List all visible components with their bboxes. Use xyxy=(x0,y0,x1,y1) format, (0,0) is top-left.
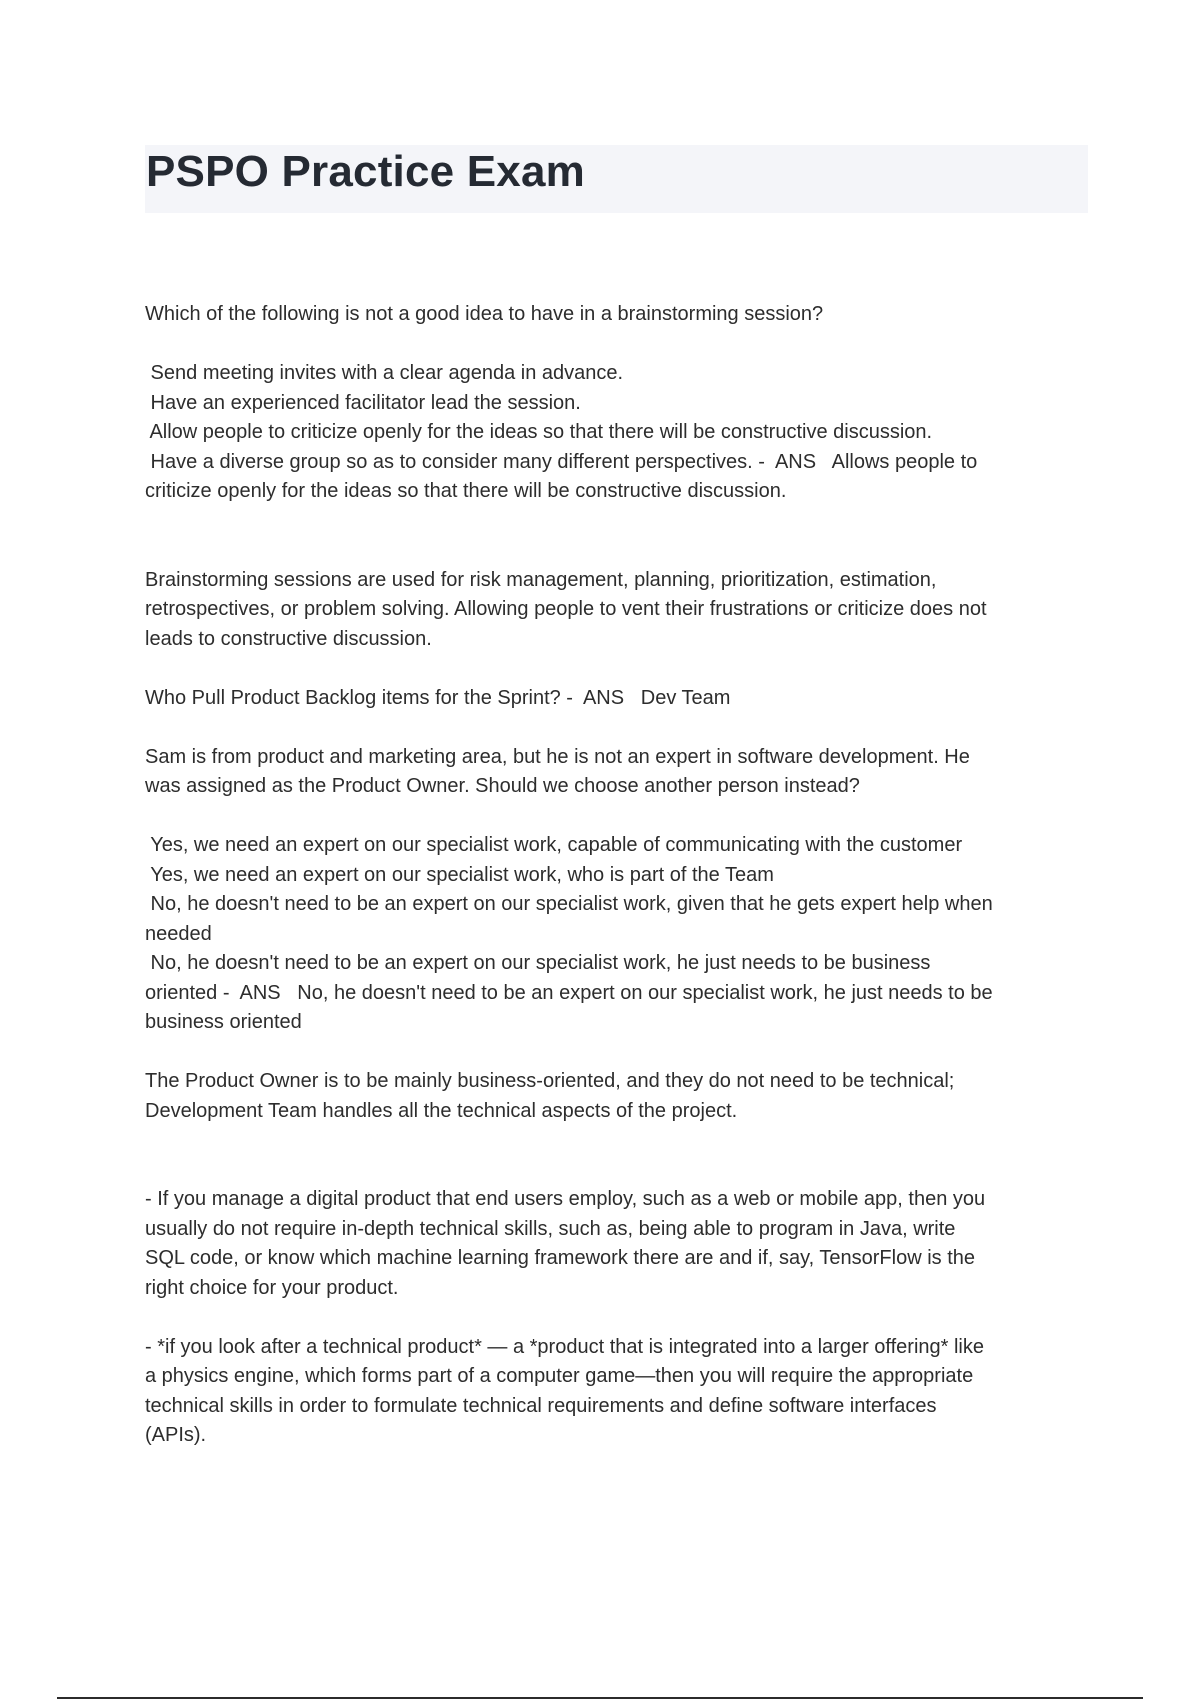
q1-explanation-line: leads to constructive discussion. xyxy=(145,627,432,650)
q3-note-line: right choice for your product. xyxy=(145,1276,399,1299)
q3-explanation-line: The Product Owner is to be mainly business-oriented, and they do not need to be technical; xyxy=(145,1070,955,1092)
q3-options xyxy=(145,831,1095,1038)
q3-answer-line: oriented - ANS No, he doesn't need to be an expert on our specialist work, he just needs to be xyxy=(145,981,993,1004)
page-bottom-rule xyxy=(57,1697,1143,1699)
q1-option-line: Allow people to criticize openly for the ideas so that there will be constructive discussion. xyxy=(145,421,933,443)
q3-option-line: No, he doesn't need to be an expert on our specialist work, given that he gets expert help when xyxy=(145,893,993,915)
q3-note-line: - *if you look after a technical product* — a *product that is integrated into a larger offering* like xyxy=(145,1335,984,1358)
q3-option-line: Yes, we need an expert on our specialist work, who is part of the Team xyxy=(145,863,774,886)
q3-explanation-line: Development Team handles all the technical aspects of the project. xyxy=(145,1099,738,1122)
q3-question-line: Sam is from product and marketing area, but he is not an expert in software development. He xyxy=(145,745,970,768)
q3-note-line: a physics engine, which forms part of a computer game—then you will require the appropriate xyxy=(145,1365,974,1387)
q3-option-line: needed xyxy=(145,922,212,945)
q3-note-line: usually do not require in-depth technical skills, such as, being able to program in Java, write xyxy=(145,1217,956,1240)
q3-explanation xyxy=(145,1067,1095,1126)
q3-note-digital-product xyxy=(145,1185,1095,1303)
q1-explanation xyxy=(145,566,1095,655)
q3-question xyxy=(145,743,1095,802)
q1-option-line: Have a diverse group so as to consider many different perspectives. - ANS Allows people to xyxy=(145,450,978,473)
q3-question-line: was assigned as the Product Owner. Should we choose another person instead? xyxy=(145,775,860,797)
q3-option-line: No, he doesn't need to be an expert on our specialist work, he just needs to be business xyxy=(145,952,931,974)
q1-options xyxy=(145,359,1095,507)
q1-option-line: Have an experienced facilitator lead the session. xyxy=(145,391,581,414)
document-body xyxy=(145,300,1095,1451)
q2-question xyxy=(145,684,1095,714)
q3-note-line: SQL code, or know which machine learning framework there are and if, say, TensorFlow is the xyxy=(145,1247,976,1269)
q3-note-line: technical skills in order to formulate technical requirements and define software interfaces xyxy=(145,1394,937,1417)
document-title: PSPO Practice Exam xyxy=(146,147,585,196)
q3-note-technical-product xyxy=(145,1333,1095,1451)
q3-option-line: Yes, we need an expert on our specialist work, capable of communicating with the customer xyxy=(145,834,963,856)
q3-note-line: (APIs). xyxy=(145,1424,207,1446)
q1-question xyxy=(145,300,1095,330)
q1-option-line: Send meeting invites with a clear agenda in advance. xyxy=(145,362,624,384)
q3-answer-line: business oriented xyxy=(145,1011,302,1033)
q3-note-line: - If you manage a digital product that end users employ, such as a web or mobile app, then you xyxy=(145,1188,986,1210)
q2-question-line: Who Pull Product Backlog items for the Sprint? - ANS Dev Team xyxy=(145,686,731,709)
q1-answer-line: criticize openly for the ideas so that there will be constructive discussion. xyxy=(145,480,787,502)
q1-question-line: Which of the following is not a good idea to have in a brainstorming session? xyxy=(145,303,824,325)
q1-explanation-line: retrospectives, or problem solving. Allowing people to vent their frustrations or criticize does not xyxy=(145,598,987,620)
q1-explanation-line: Brainstorming sessions are used for risk management, planning, prioritization, estimation, xyxy=(145,568,937,591)
